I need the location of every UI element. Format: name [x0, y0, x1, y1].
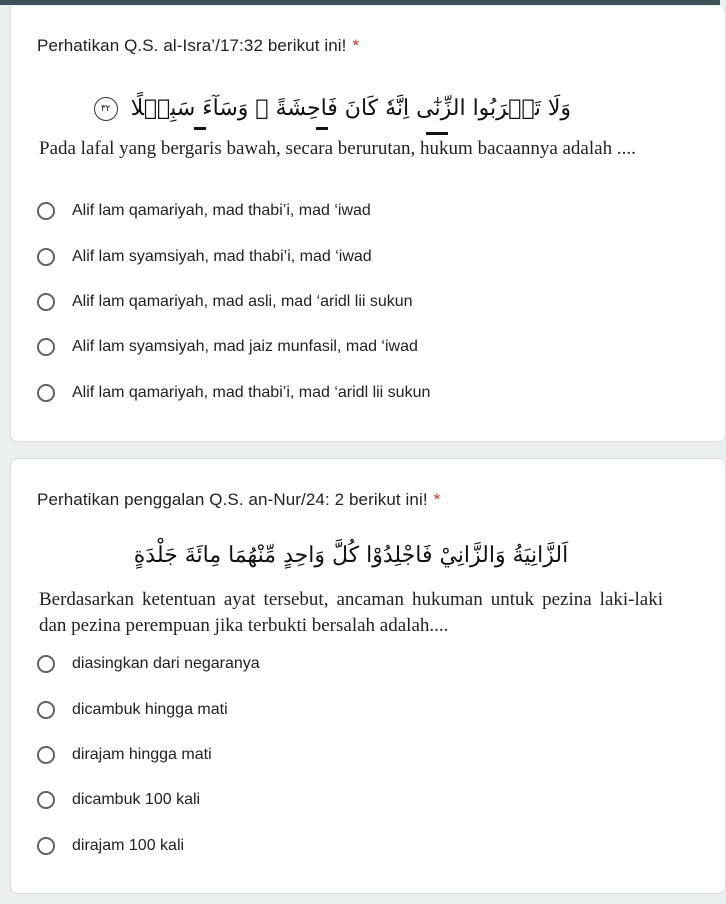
- answer-option[interactable]: [37, 196, 371, 226]
- question-title-text: Perhatikan Q.S. al-Isra’/17:32 berikut ini!: [37, 36, 347, 55]
- question-text: Berdasarkan ketentuan ayat tersebut, ancaman hukuman untuk pezina laki-laki dan pezina perempuan jika terbukti bersalah adalah....: [39, 589, 663, 636]
- arabic-verse-image: [131, 543, 571, 579]
- radio-button[interactable]: [37, 293, 55, 311]
- answer-option[interactable]: [37, 831, 184, 861]
- answer-option[interactable]: [37, 695, 228, 725]
- radio-button[interactable]: [37, 338, 55, 356]
- answer-option-label: Alif lam qamariyah, mad thabi’i, mad ‘iwad: [72, 202, 371, 219]
- radio-button[interactable]: [37, 791, 55, 809]
- radio-button[interactable]: [37, 384, 55, 402]
- radio-button[interactable]: [37, 701, 55, 719]
- radio-button[interactable]: [37, 248, 55, 266]
- answer-option[interactable]: [37, 332, 418, 362]
- question-title: [37, 36, 359, 56]
- answer-option-label: diasingkan dari negaranya: [72, 655, 260, 672]
- answer-option[interactable]: [37, 378, 430, 408]
- arabic-verse-text: اَلزَّانِيَةُ وَالزَّانِيْ فَاجْلِدُوْا كُلَّ وَاحِدٍ مِّنْهُمَا مِائَةَ جَلْدَةٍ: [133, 543, 569, 568]
- question-title-text: Perhatikan penggalan Q.S. an-Nur/24: 2 berikut ini!: [37, 490, 428, 509]
- answer-option-label: dicambuk 100 kali: [72, 791, 201, 808]
- radio-button[interactable]: [37, 746, 55, 764]
- question-text: Pada lafal yang bergaris bawah, secara berurutan, hukum bacaannya adalah ....: [39, 138, 636, 159]
- verse-number-badge: ٣٢: [94, 97, 118, 121]
- answer-option-label: dirajam hingga mati: [72, 746, 212, 763]
- answer-option-label: dirajam 100 kali: [72, 837, 185, 854]
- answer-option-label: Alif lam qamariyah, mad asli, mad ‘aridl lii sukun: [72, 293, 413, 310]
- question-card-2: [10, 458, 726, 894]
- answer-option[interactable]: [37, 785, 200, 815]
- answer-option[interactable]: [37, 287, 413, 317]
- arabic-verse-text: وَلَا تَقۡرَبُوا الزِّنٰٓى اِنَّهٗ كَانَ فَاحِشَةً ۗ وَسَآءَ سَبِيۡلًا: [130, 96, 571, 121]
- required-asterisk: *: [352, 36, 360, 55]
- radio-button[interactable]: [37, 655, 55, 673]
- radio-button[interactable]: [37, 202, 55, 220]
- underline-mark: [316, 127, 328, 130]
- answer-option-label: Alif lam qamariyah, mad thabi’i, mad ‘aridl lii sukun: [72, 384, 431, 401]
- radio-button[interactable]: [37, 837, 55, 855]
- underline-mark: [426, 132, 448, 135]
- answer-option-label: Alif lam syamsiyah, mad jaiz munfasil, mad ‘iwad: [72, 338, 418, 355]
- required-asterisk: *: [433, 490, 441, 509]
- answer-option[interactable]: [37, 242, 372, 272]
- underline-mark: [194, 127, 206, 130]
- answer-option[interactable]: [37, 740, 212, 770]
- answer-option[interactable]: [37, 649, 260, 679]
- answer-option-label: Alif lam syamsiyah, mad thabi’i, mad ‘iwad: [72, 248, 372, 265]
- answer-option-label: dicambuk hingga mati: [72, 701, 228, 718]
- form-header-accent-bar: [0, 0, 720, 5]
- question-title: [37, 490, 440, 510]
- question-card-1: [10, 6, 726, 442]
